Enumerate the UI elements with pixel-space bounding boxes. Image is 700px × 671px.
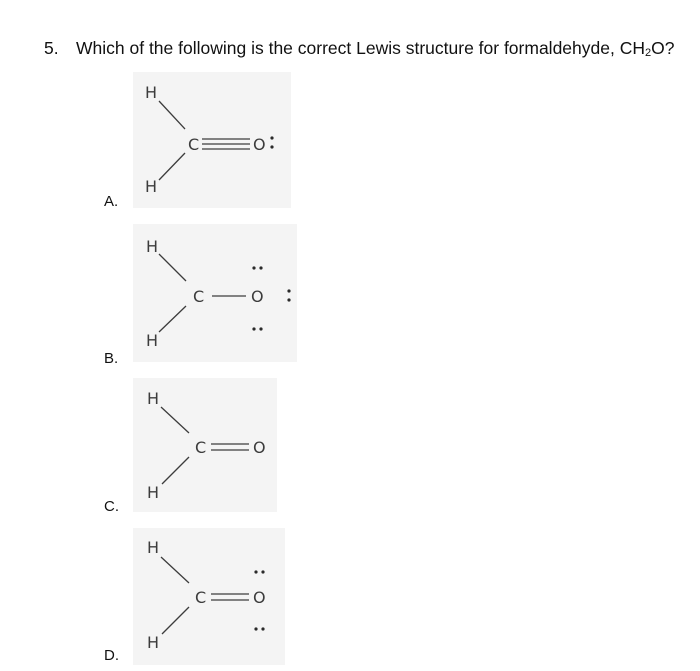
option-b-bond-h-bottom <box>159 306 186 332</box>
question-number: 5. <box>44 38 59 58</box>
option-a-bond-h-bottom <box>159 153 185 180</box>
option-c-carbon: C <box>195 438 207 457</box>
option-a-bond-h-top <box>159 101 185 129</box>
option-b-h-bottom: H <box>146 331 159 350</box>
option-d-bond-h-top <box>161 557 189 583</box>
option-d-lone-pair-bottom <box>254 627 264 630</box>
option-b-bond-h-top <box>159 254 186 281</box>
option-a-oxygen: O <box>253 135 266 154</box>
option-d-h-top: H <box>147 538 160 557</box>
option-d-label[interactable]: D. <box>104 647 119 664</box>
option-c-bond-h-top <box>161 407 189 433</box>
option-b-lone-pair-right <box>287 289 290 301</box>
question-subscript: 2 <box>644 47 652 59</box>
option-c-oxygen: O <box>253 438 266 457</box>
option-b-label[interactable]: B. <box>104 350 119 367</box>
option-a-h-top: H <box>145 83 158 102</box>
question-text-end: O? <box>651 38 675 58</box>
option-a-carbon: C <box>188 135 200 154</box>
option-b-lone-pair-bottom <box>252 327 262 330</box>
option-d-lewis-diagram <box>133 528 285 665</box>
option-a-h-bottom: H <box>145 177 158 196</box>
option-d-structure[interactable] <box>133 528 285 665</box>
option-a-lewis-diagram <box>133 72 291 208</box>
option-c-h-top: H <box>147 389 160 408</box>
option-a-label[interactable]: A. <box>104 193 119 210</box>
option-b-oxygen: O <box>251 287 264 306</box>
option-a-structure[interactable] <box>133 72 291 208</box>
option-a-lone-pair-right <box>270 136 273 148</box>
option-b-structure[interactable] <box>133 224 297 362</box>
option-c-bond-h-bottom <box>162 457 189 484</box>
option-d-bond-c-o-double <box>211 594 249 600</box>
option-b-carbon: C <box>193 287 205 306</box>
option-c-bond-c-o-double <box>211 444 249 450</box>
option-b-lone-pair-top <box>252 266 262 269</box>
option-d-lone-pair-top <box>254 570 264 573</box>
option-d-carbon: C <box>195 588 207 607</box>
question-text <box>44 38 674 59</box>
option-a-bond-c-o-triple <box>202 139 250 149</box>
option-b-lewis-diagram <box>133 224 297 362</box>
question-text-main: Which of the following is the correct Lewis structure for formaldehyde, CH <box>76 38 645 58</box>
option-c-label[interactable]: C. <box>104 498 119 515</box>
option-d-bond-h-bottom <box>162 607 189 634</box>
option-c-h-bottom: H <box>147 483 160 502</box>
option-c-structure[interactable] <box>133 378 277 512</box>
option-d-h-bottom: H <box>147 633 160 652</box>
option-d-oxygen: O <box>253 588 266 607</box>
option-c-lewis-diagram <box>133 378 277 512</box>
option-b-h-top: H <box>146 237 159 256</box>
